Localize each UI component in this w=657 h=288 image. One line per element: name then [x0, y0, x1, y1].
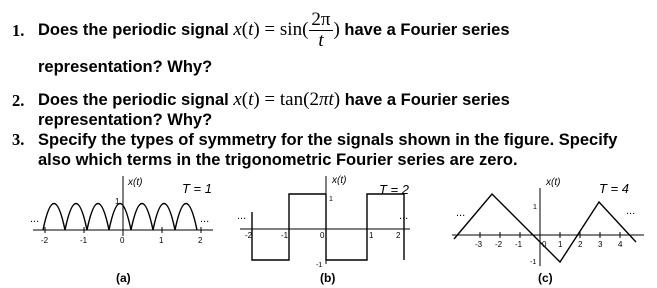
- question-1-line-1: [38, 10, 510, 51]
- question-number: 3.: [12, 130, 25, 149]
- question-number: 1.: [12, 21, 25, 40]
- question-1-line-2: representation? Why?: [38, 58, 213, 76]
- low-label: -1: [316, 262, 323, 269]
- period-label: T = 1: [182, 181, 212, 196]
- high-label: 1: [329, 196, 333, 203]
- ellipsis-left: ...: [237, 210, 247, 222]
- math-expression: x(t) = sin(: [233, 18, 309, 40]
- ellipsis-right: ...: [626, 205, 636, 217]
- tick-label: 2: [198, 236, 203, 245]
- question-2-line-2: representation? Why?: [38, 111, 213, 129]
- fraction-denominator: t: [318, 30, 324, 51]
- signal-curve: [43, 204, 197, 231]
- tick-label: 1: [159, 236, 164, 245]
- figure-caption: (c): [538, 271, 553, 285]
- math-expression: x(t) = tan(2πt): [233, 89, 341, 110]
- ellipsis-left: ...: [30, 213, 40, 225]
- tick-label: -2: [41, 236, 49, 245]
- signal-curve: [252, 194, 404, 260]
- period-label: T = 2: [379, 182, 409, 197]
- figure-b: [236, 172, 414, 288]
- tick-label: 3: [598, 240, 603, 249]
- tick-label: 2: [578, 240, 583, 249]
- tick-label: -1: [515, 240, 523, 249]
- figure-caption: (b): [320, 271, 336, 285]
- tick-label: -2: [245, 231, 253, 240]
- peak-label: 1: [115, 197, 120, 206]
- signal-curve: [454, 194, 636, 262]
- tick-label: 4: [618, 240, 623, 249]
- ellipsis-right: ...: [200, 213, 210, 225]
- tick-label: 0: [120, 236, 125, 245]
- signal-label: x(t): [332, 175, 347, 186]
- fraction-numerator: 2π: [311, 9, 331, 30]
- question-3-line-1: Specify the types of symmetry for the signals shown in the figure. Specify: [38, 131, 618, 149]
- tick-label: -1: [281, 231, 289, 240]
- question-number: 2.: [12, 91, 25, 110]
- math-closing-paren: ): [333, 18, 340, 40]
- tick-label: 0: [542, 240, 547, 249]
- tick-label: -3: [475, 240, 483, 249]
- period-label: T = 4: [599, 181, 629, 196]
- tick-label: 1: [558, 240, 563, 249]
- ellipsis-left: ...: [456, 207, 466, 219]
- tick-label: -1: [80, 236, 88, 245]
- figure-caption: (a): [116, 271, 131, 285]
- question-2-line-1: [38, 90, 510, 110]
- tick-label: 0: [320, 231, 325, 240]
- signal-label: x(t): [546, 177, 561, 188]
- tick-label: -2: [495, 240, 503, 249]
- tick-label: 2: [396, 231, 401, 240]
- high-label: 1: [533, 204, 537, 211]
- signal-label: x(t): [128, 177, 143, 188]
- tick-label: 1: [369, 231, 374, 240]
- fraction: [309, 10, 332, 51]
- figure-a: [28, 172, 218, 288]
- ellipsis-right: ...: [399, 210, 409, 222]
- question-3-line-2: also which terms in the trigonometric Fourier series are zero.: [38, 151, 518, 169]
- question-text: Does the periodic signal: [38, 20, 229, 39]
- question-text: have a Fourier series: [344, 20, 510, 39]
- figure-c: [448, 172, 648, 288]
- question-text: have a Fourier series: [344, 91, 510, 109]
- low-label: -1: [530, 259, 537, 266]
- question-text: Does the periodic signal: [38, 91, 229, 109]
